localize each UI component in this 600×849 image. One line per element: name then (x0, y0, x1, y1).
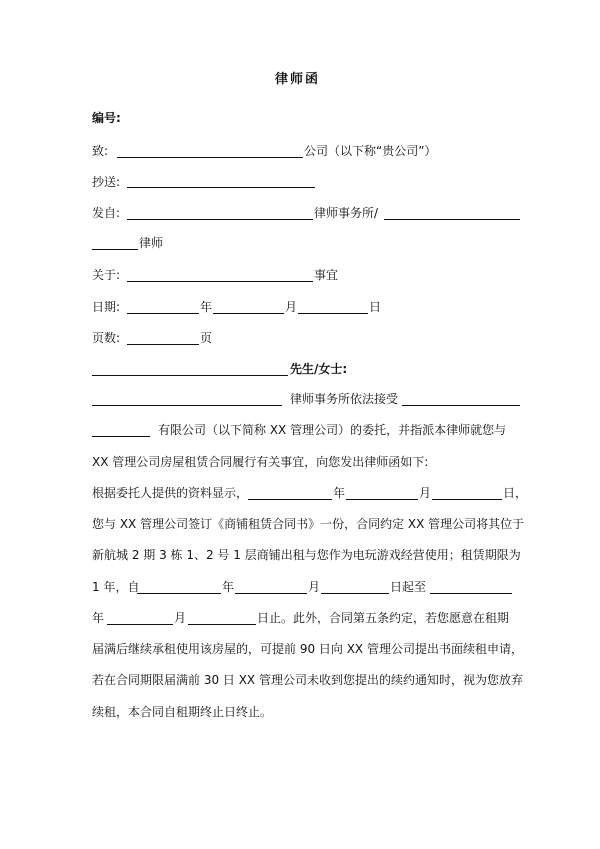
salutation: 先生/女士: (290, 362, 348, 376)
date-month-blank[interactable] (213, 313, 284, 314)
number-label: 编号: (92, 111, 121, 125)
body-line7-end: 日起至 (390, 580, 427, 594)
body-line8-end: 日止。此外，合同第五条约定，若您愿意在租期 (257, 611, 510, 625)
lawyer-name-blank[interactable] (92, 249, 138, 250)
company-name-blank[interactable] (92, 436, 150, 437)
lease-start-month-blank[interactable] (235, 593, 307, 594)
body-line1-blank[interactable] (402, 405, 520, 406)
body-line2: 有限公司（以下简称 XX 管理公司）的委托，并指派本律师就您与 (158, 423, 507, 437)
pages-blank[interactable] (127, 344, 199, 345)
cc-blank[interactable] (127, 187, 315, 188)
page-title: 律师函 (275, 72, 321, 87)
date-day-blank[interactable] (298, 313, 368, 314)
body-line8-year: 年 (92, 611, 105, 625)
date-month: 月 (285, 300, 298, 314)
sign-year-blank[interactable] (248, 499, 332, 500)
recipient-name-blank[interactable] (92, 375, 288, 376)
from-lawyer: 律师 (139, 236, 164, 250)
date-label: 日期: (92, 300, 121, 314)
from-firm: 律师事务所/ (314, 206, 379, 220)
body-line10: 若在合同期限届满前 30 日 XX 管理公司未收到您提出的续约通知时，视为您放弃 (92, 673, 523, 687)
lease-end-day-blank[interactable] (188, 624, 256, 625)
to-blank[interactable] (117, 157, 303, 158)
to-label: 致: (92, 144, 109, 158)
lease-end-month-blank[interactable] (107, 624, 173, 625)
sign-day-blank[interactable] (432, 499, 502, 500)
body-line8-month: 月 (174, 611, 187, 625)
from-extra-blank[interactable] (384, 219, 520, 220)
pages-unit: 页 (200, 331, 213, 345)
body-line11: 续租，本合同自租期终止日终止。 (92, 705, 273, 719)
body-line4-year: 年 (333, 486, 346, 500)
body-line3: XX 管理公司房屋租赁合同履行有关事宜，向您发出律师函如下: (92, 455, 429, 469)
lease-start-day-blank[interactable] (321, 593, 389, 594)
date-day: 日 (369, 300, 382, 314)
body-line7-year: 年 (222, 580, 235, 594)
body-line4-day: 日， (503, 486, 528, 500)
body-line7-month: 月 (308, 580, 321, 594)
body-line9: 届满后继续承租使用该房屋的，可提前 90 日向 XX 管理公司提出书面续租申请， (92, 642, 523, 656)
lease-start-year-blank[interactable] (137, 593, 221, 594)
body-line4-month: 月 (419, 486, 432, 500)
body-line4-start: 根据委托人提供的资料显示， (92, 486, 249, 500)
about-suffix: 事宜 (314, 268, 339, 282)
body-line7-start: 1 年，自 (92, 580, 140, 594)
about-blank[interactable] (127, 281, 313, 282)
from-label: 发自: (92, 206, 121, 220)
body-line6: 新航城 2 期 3 栋 1、2 号 1 层商铺出租与您作为电玩游戏经营使用；租赁期限为 (92, 548, 521, 562)
body-line5: 您与 XX 管理公司签订《商铺租赁合同书》一份，合同约定 XX 管理公司将其位于 (92, 517, 525, 531)
date-year: 年 (200, 300, 213, 314)
from-firm-blank[interactable] (127, 219, 313, 220)
pages-label: 页数: (92, 331, 121, 345)
lease-end-year-prefix-blank[interactable] (430, 593, 512, 594)
body-line1: 律师事务所依法接受 (290, 392, 399, 406)
about-label: 关于: (92, 268, 121, 282)
cc-label: 抄送: (92, 175, 121, 189)
sign-month-blank[interactable] (346, 499, 418, 500)
firm-name-blank[interactable] (92, 405, 282, 406)
date-year-blank[interactable] (127, 313, 199, 314)
to-suffix: 公司（以下称“贵公司”） (304, 144, 437, 158)
